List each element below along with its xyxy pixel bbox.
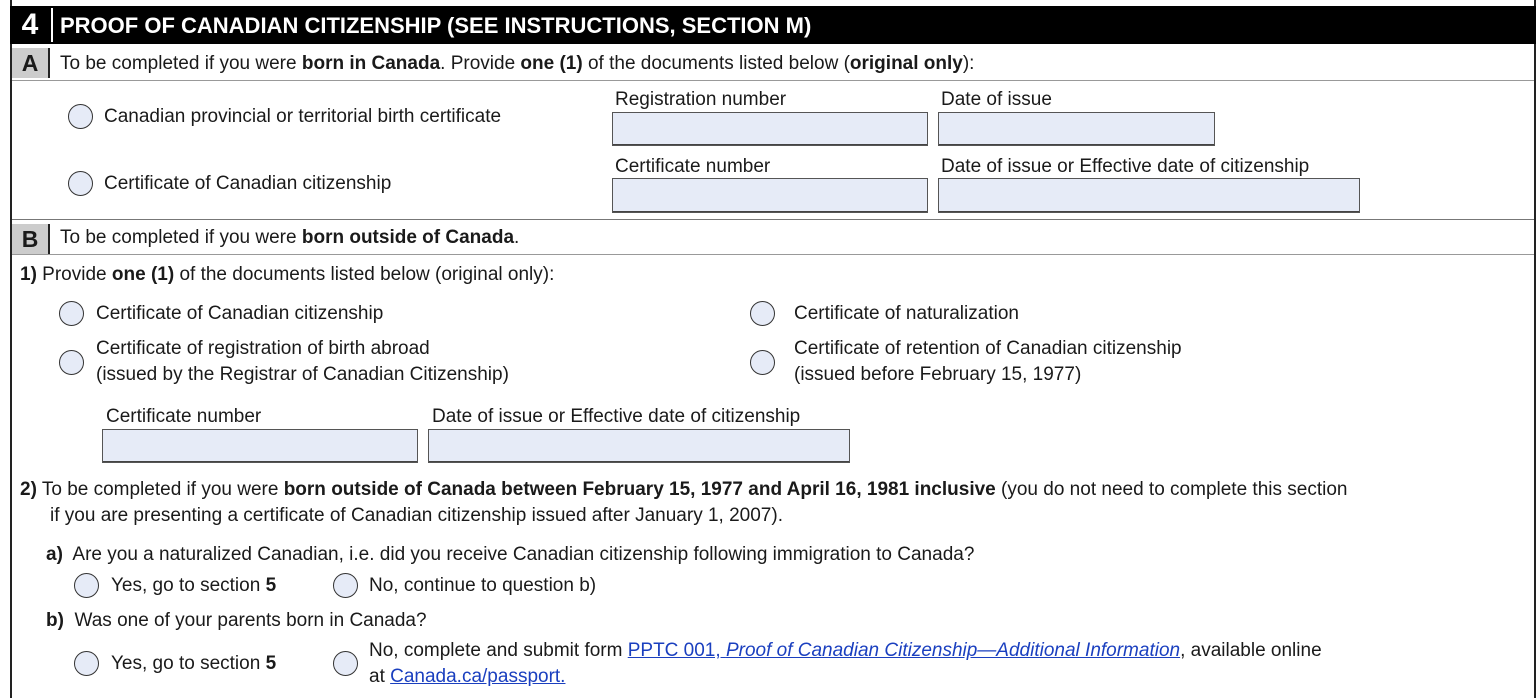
naturalization-certificate-radio[interactable] [750, 301, 775, 326]
citizenship-certificate-b-radio[interactable] [59, 301, 84, 326]
citizenship-certificate-b-label: Certificate of Canadian citizenship [96, 303, 384, 324]
naturalization-certificate-label: Certificate of naturalization [794, 303, 1019, 324]
question-2: 2) To be completed if you were born outside of Canada between February 15, 1977 and April 16, 1981 inclusive (you do not need to complete this section [20, 479, 1348, 500]
certificate-number-b-input[interactable] [102, 429, 418, 463]
registration-number-input[interactable] [612, 112, 928, 146]
certificate-number-a-input[interactable] [612, 178, 928, 213]
q2b-yes-radio[interactable] [74, 651, 99, 676]
q2a-no-label: No, continue to question b) [369, 575, 597, 596]
q2b-yes-label: Yes, go to section 5 [111, 653, 277, 674]
effective-date-a-label: Date of issue or Effective date of citizenship [941, 156, 1310, 177]
pptc-001-link[interactable]: PPTC 001, Proof of Canadian Citizenship—Additional Information [627, 640, 1181, 661]
date-of-issue-input[interactable] [938, 112, 1215, 146]
divider [12, 254, 1534, 255]
effective-date-b-input[interactable] [428, 429, 850, 463]
part-b-letter: B [12, 224, 50, 254]
certificate-number-b-label: Certificate number [106, 406, 262, 427]
retention-certificate-radio[interactable] [750, 350, 775, 375]
certificate-number-a-label: Certificate number [615, 156, 771, 177]
question-2a: a) Are you a naturalized Canadian, i.e. did you receive Canadian citizenship following immigration to Canada? [46, 544, 975, 565]
retention-certificate-label: Certificate of retention of Canadian citizenship [794, 338, 1182, 359]
q2b-no-radio[interactable] [333, 651, 358, 676]
q2a-yes-label: Yes, go to section 5 [111, 575, 277, 596]
birth-certificate-radio[interactable] [68, 104, 93, 129]
date-of-issue-label: Date of issue [941, 89, 1052, 110]
effective-date-b-label: Date of issue or Effective date of citizenship [432, 406, 801, 427]
section-title: PROOF OF CANADIAN CITIZENSHIP (SEE INSTRUCTIONS, SECTION M) [60, 13, 812, 38]
citizenship-certificate-a-radio[interactable] [68, 171, 93, 196]
registration-number-label: Registration number [615, 89, 787, 110]
header-divider [51, 8, 53, 42]
canada-passport-link[interactable]: Canada.ca/passport. [390, 666, 566, 687]
part-b-intro: To be completed if you were born outside of Canada. [60, 227, 520, 248]
question-1: 1) Provide one (1) of the documents listed below (original only): [20, 264, 555, 285]
divider [12, 219, 1534, 220]
left-border [10, 0, 12, 698]
retention-certificate-note: (issued before February 15, 1977) [794, 364, 1082, 385]
q2b-no-label: No, complete and submit form PPTC 001, Proof of Canadian Citizenship—Additional Information, available online [369, 640, 1322, 661]
effective-date-a-input[interactable] [938, 178, 1360, 213]
question-2b: b) Was one of your parents born in Canada? [46, 610, 427, 631]
birth-certificate-label: Canadian provincial or territorial birth certificate [104, 106, 502, 127]
q2a-yes-radio[interactable] [74, 573, 99, 598]
part-a-letter: A [12, 48, 50, 78]
q2b-no-label-line2: at Canada.ca/passport. [369, 666, 566, 687]
registration-birth-abroad-radio[interactable] [59, 350, 84, 375]
divider [12, 80, 1534, 81]
registration-birth-abroad-label: Certificate of registration of birth abroad [96, 338, 430, 359]
part-a-intro: To be completed if you were born in Canada. Provide one (1) of the documents listed below (original only): [60, 53, 975, 74]
citizenship-certificate-a-label: Certificate of Canadian citizenship [104, 173, 392, 194]
section-number: 4 [21, 8, 39, 41]
registration-birth-abroad-note: (issued by the Registrar of Canadian Citizenship) [96, 364, 509, 385]
q2a-no-radio[interactable] [333, 573, 358, 598]
question-2-note: if you are presenting a certificate of Canadian citizenship issued after January 1, 2007). [50, 505, 783, 526]
